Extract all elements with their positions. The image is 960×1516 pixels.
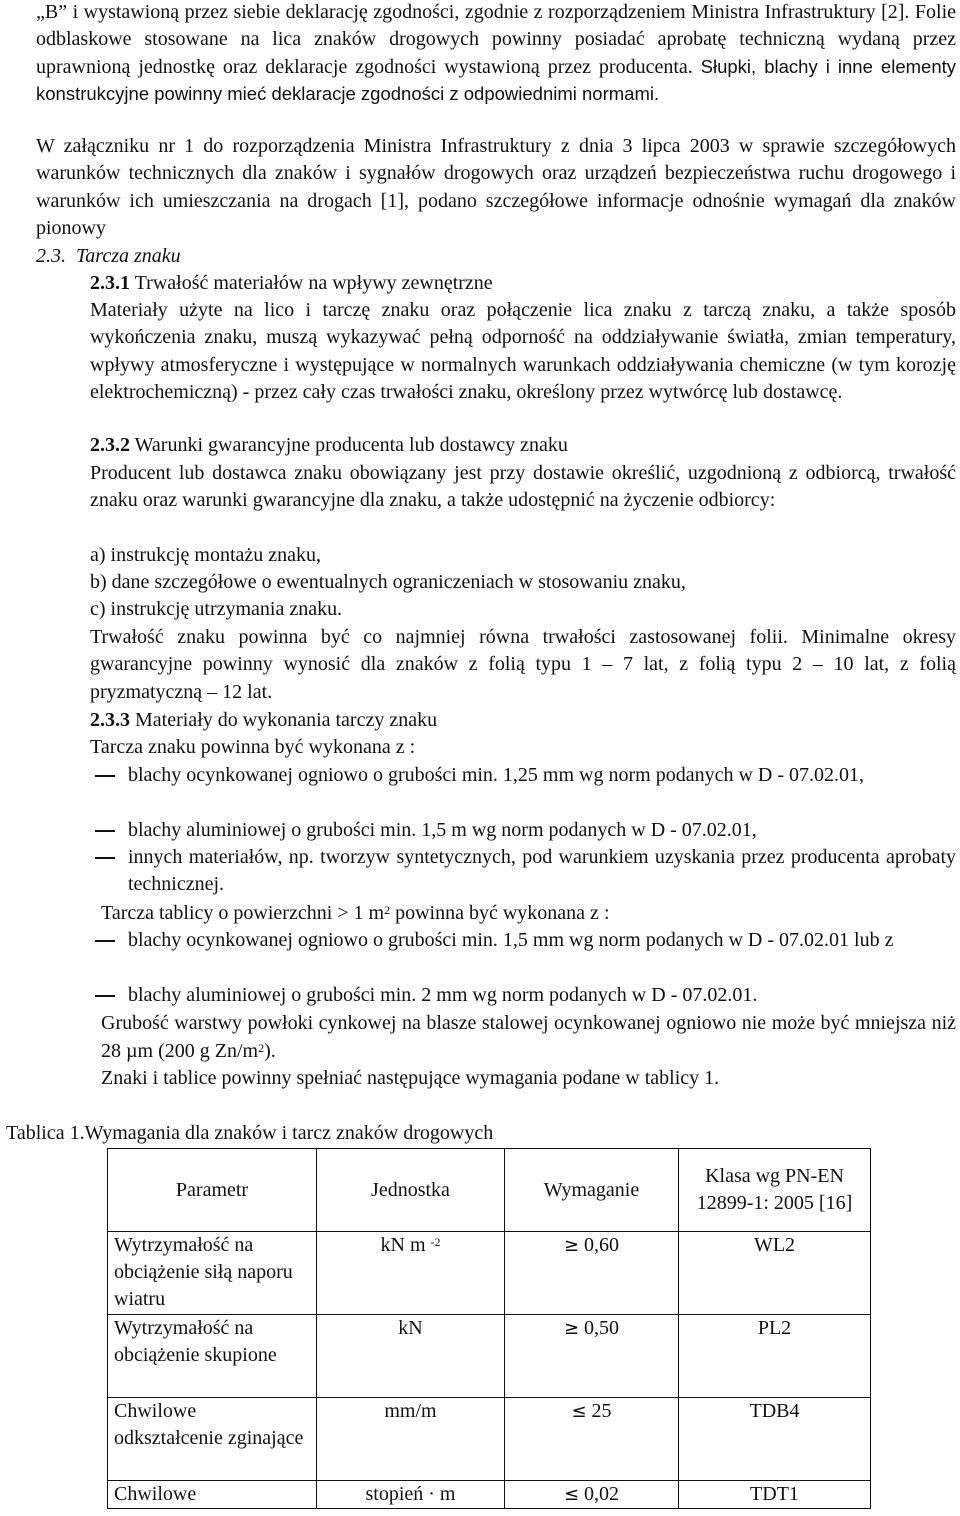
- class-cell: TDB4: [679, 1398, 871, 1481]
- lead-text-large-board: [101, 900, 610, 927]
- durability-paragraph: [90, 624, 956, 706]
- param-cell: Wytrzymałość na obciążenie siłą naporu wiatru: [108, 1232, 317, 1315]
- superscript: 2: [384, 903, 391, 917]
- requirement-value: 0,60: [579, 1234, 620, 1256]
- intro-paragraph: [36, 0, 956, 109]
- body-text: Materiały użyte na lico i tarczę znaku oraz połączenie lica znaku z tarczą znaku, a także sposób wykończenia znaku, muszą wykazywać pełną odporność na oddziaływanie światła, zmian temperatury, wpływy atmosferyczne i występujące w normalnych warunkach oddziaływania chemiczne (w tym korozję elektrochemiczną) - przez cały czas trwałości znaku, określony przez wytwórcę lub dostawcę.: [90, 299, 956, 404]
- zinc-text-end: ).: [264, 1040, 276, 1062]
- header-cell: Wymaganie: [505, 1149, 679, 1232]
- unit-cell: mm/m: [317, 1398, 505, 1481]
- header-cell: Jednostka: [317, 1149, 505, 1232]
- dash-item-text: blachy aluminiowej o grubości min. 1,5 m wg norm podanych w D - 07.02.01,: [128, 819, 757, 841]
- section-2-3-2-body: [90, 460, 956, 515]
- section-title: Tarcza znaku: [76, 245, 181, 267]
- class-cell: WL2: [679, 1232, 871, 1315]
- zinc-text: Grubość warstwy powłoki cynkowej na blasze stalowej ocynkowanej ogniowo nie może być mniejsza niż 28 µm (200 g Zn/m: [101, 1012, 956, 1062]
- requirement-cell: [505, 1398, 679, 1481]
- body-text: Producent lub dostawca znaku obowiązany jest przy dostawie określić, uzgodnioną z odbiorcą, trwałość znaku oraz warunki gwarancyjne dla znaku, a także udostępnić na życzenie odbiorcy:: [90, 462, 956, 512]
- superscript: -2: [430, 1235, 441, 1249]
- superscript: 2: [258, 1041, 265, 1055]
- lead-text-part: Tarcza tablicy o powierzchni > 1 m: [101, 902, 385, 924]
- table-caption: Tablica 1.Wymagania dla znaków i tarcz znaków drogowych: [6, 1122, 494, 1144]
- list-item-text: c) instrukcję utrzymania znaku.: [90, 598, 343, 620]
- unit-cell: [317, 1232, 505, 1315]
- intro-sans-text: Słupki, blachy i inne elementy konstrukcyjne powinny mieć deklaracje zgodności z odpowiednimi normami.: [36, 55, 956, 105]
- requirement-value: 0,50: [579, 1317, 620, 1339]
- dash-item-text: blachy ocynkowanej ogniowo o grubości min. 1,25 mm wg norm podanych w D - 07.02.01,: [128, 764, 865, 786]
- dash-item-text: blachy ocynkowanej ogniowo o grubości min. 1,5 mm wg norm podanych w D - 07.02.01 lub z: [128, 929, 894, 951]
- durability-text: Trwałość znaku powinna być co najmniej równa trwałości zastosowanej folii. Minimalne okresy gwarancyjne powinny wynosić dla znaków z folią typu 1 – 7 lat, z folią typu 2 – 10 lat, z folią pryzmatyczną – 12 lat.: [90, 626, 956, 703]
- param-cell: Chwilowe: [108, 1481, 317, 1509]
- greater-equal-symbol: ≥: [563, 1318, 580, 1339]
- section-heading-2-3: [36, 243, 181, 270]
- header-cell: Parametr: [108, 1149, 317, 1232]
- table-row: [108, 1315, 871, 1398]
- zinc-paragraph: [101, 1009, 956, 1065]
- requirement-cell: [505, 1232, 679, 1315]
- table-row: [108, 1398, 871, 1481]
- section-heading-2-3-3: [90, 707, 437, 734]
- list-item: [90, 596, 342, 623]
- section-number: 2.3.: [36, 245, 66, 267]
- section-title: Warunki gwarancyjne producenta lub dostawcy znaku: [134, 434, 568, 456]
- section-number: 2.3.1: [90, 272, 130, 294]
- section-number: 2.3.2: [90, 434, 130, 456]
- dash-item-text: innych materiałów, np. tworzyw syntetycznych, pod warunkiem uzyskania przez producenta aprobaty technicznej.: [128, 846, 956, 895]
- intro-text: „B” i wystawioną przez siebie deklarację zgodności, zgodnie z rozporządzeniem Ministra Infrastruktury [2]. Folie odblaskowe stosowane na lica znaków drogowych powinny posiadać aprobatę techniczną wydaną przez uprawnioną jednostkę oraz deklaracje zgodności wystawioną przez producenta.: [36, 1, 956, 78]
- unit-cell: kN: [317, 1315, 505, 1398]
- greater-equal-symbol: ≥: [563, 1235, 580, 1256]
- requirement-value: 0,02: [579, 1483, 620, 1505]
- table-header-row: [108, 1149, 871, 1232]
- header-cell: Klasa wg PN-EN 12899-1: 2005 [16]: [679, 1149, 871, 1232]
- requirement-cell: [505, 1315, 679, 1398]
- list-item: [90, 542, 321, 569]
- dash-item-text: blachy aluminiowej o grubości min. 2 mm wg norm podanych w D - 07.02.01.: [128, 984, 758, 1006]
- section-title: Trwałość materiałów na wpływy zewnętrzne: [134, 272, 493, 294]
- list-item-text: a) instrukcję montażu znaku,: [90, 544, 322, 566]
- list-item: [90, 569, 686, 596]
- param-cell: Wytrzymałość na obciążenie skupione: [108, 1315, 317, 1398]
- unit-text: kN m: [380, 1234, 426, 1256]
- section-number: 2.3.3: [90, 709, 130, 731]
- requirement-value: 25: [586, 1400, 612, 1422]
- table-row: [108, 1232, 871, 1315]
- unit-cell: stopień · m: [317, 1481, 505, 1509]
- requirements-table: [107, 1148, 871, 1509]
- less-equal-symbol: ≤: [571, 1401, 587, 1422]
- list-item-text: b) dane szczegółowe o ewentualnych ograniczeniach w stosowaniu znaku,: [90, 571, 686, 593]
- regulation-text: W załączniku nr 1 do rozporządzenia Ministra Infrastruktury z dnia 3 lipca 2003 w sprawie szczegółowych warunków technicznych dla znaków i sygnałów drogowych oraz urządzeń bezpieczeństwa ruchu drogowego i warunków ich umieszczania na drogach [1], podano szczegółowe informacje odnośnie wymagań dla znaków pionowy: [36, 135, 956, 240]
- table-row: [108, 1481, 871, 1509]
- requirement-cell: [505, 1481, 679, 1509]
- signs-requirement-text: Znaki i tablice powinny spełniać następujące wymagania podane w tablicy 1.: [101, 1067, 720, 1089]
- param-cell: Chwilowe odkształcenie zginające: [108, 1398, 317, 1481]
- less-equal-symbol: ≤: [563, 1484, 580, 1505]
- lead-text-part: powinna być wykonana z :: [390, 902, 610, 924]
- section-title: Materiały do wykonania tarczy znaku: [135, 709, 438, 731]
- section-heading-2-3-1: [90, 270, 493, 297]
- section-2-3-1-body: [90, 297, 956, 407]
- class-cell: PL2: [679, 1315, 871, 1398]
- regulation-paragraph: [36, 133, 956, 243]
- class-cell: TDT1: [679, 1481, 871, 1509]
- lead-text: Tarcza znaku powinna być wykonana z :: [90, 736, 416, 758]
- section-heading-2-3-2: [90, 432, 568, 459]
